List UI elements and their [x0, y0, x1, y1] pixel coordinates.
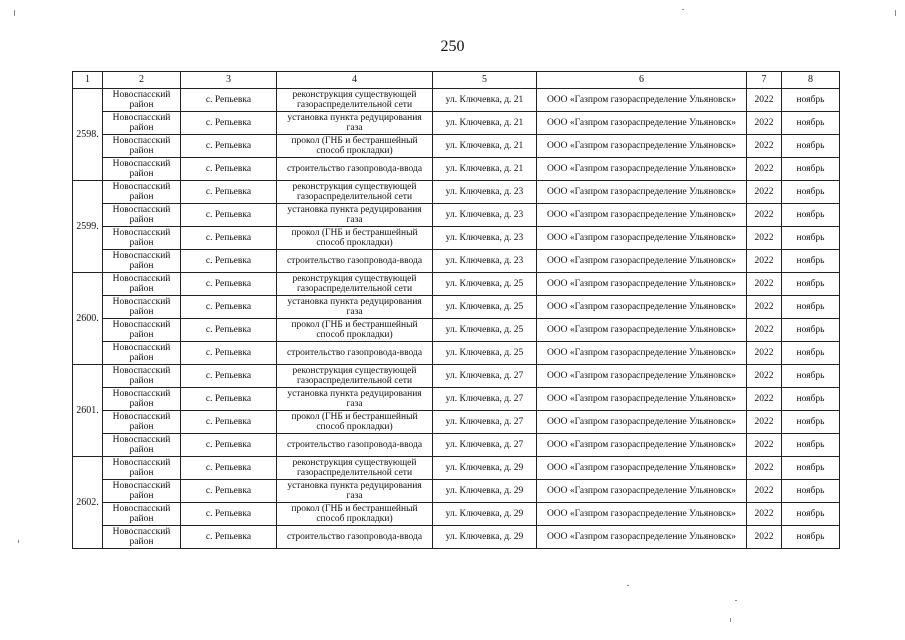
cell-year: 2022 — [747, 273, 782, 296]
cell-month: ноябрь — [782, 181, 840, 204]
cell-year: 2022 — [747, 365, 782, 388]
cell-organization: ООО «Газпром газораспределение Ульяновск» — [537, 434, 747, 457]
cell-settlement: с. Репьевка — [181, 480, 277, 503]
cell-year: 2022 — [747, 181, 782, 204]
cell-settlement: с. Репьевка — [181, 411, 277, 434]
cell-year: 2022 — [747, 319, 782, 342]
cell-address: ул. Ключевка, д. 29 — [433, 526, 537, 549]
cell-district: Новоспасский район — [103, 250, 181, 273]
cell-month: ноябрь — [782, 204, 840, 227]
cell-district: Новоспасский район — [103, 296, 181, 319]
cell-organization: ООО «Газпром газораспределение Ульяновск» — [537, 112, 747, 135]
column-header: 2 — [103, 72, 181, 89]
cell-settlement: с. Репьевка — [181, 181, 277, 204]
cell-address: ул. Ключевка, д. 21 — [433, 135, 537, 158]
scan-speck — [895, 10, 896, 16]
cell-district: Новоспасский район — [103, 365, 181, 388]
cell-year: 2022 — [747, 158, 782, 181]
cell-settlement: с. Репьевка — [181, 365, 277, 388]
cell-district: Новоспасский район — [103, 526, 181, 549]
cell-address: ул. Ключевка, д. 21 — [433, 158, 537, 181]
table-row — [73, 204, 840, 227]
cell-settlement: с. Репьевка — [181, 250, 277, 273]
cell-settlement: с. Репьевка — [181, 388, 277, 411]
cell-settlement: с. Репьевка — [181, 457, 277, 480]
cell-organization: ООО «Газпром газораспределение Ульяновск» — [537, 296, 747, 319]
cell-organization: ООО «Газпром газораспределение Ульяновск» — [537, 457, 747, 480]
column-header: 3 — [181, 72, 277, 89]
cell-organization: ООО «Газпром газораспределение Ульяновск» — [537, 365, 747, 388]
cell-work-type: установка пункта редуцирования газа — [277, 296, 433, 319]
cell-month: ноябрь — [782, 365, 840, 388]
cell-work-type: прокол (ГНБ и бестраншейный способ прокладки) — [277, 135, 433, 158]
cell-settlement: с. Репьевка — [181, 319, 277, 342]
scan-speck — [627, 585, 629, 586]
cell-month: ноябрь — [782, 457, 840, 480]
table-row — [73, 112, 840, 135]
header-row — [73, 72, 840, 89]
cell-organization: ООО «Газпром газораспределение Ульяновск» — [537, 135, 747, 158]
table-row — [73, 365, 840, 388]
scan-speck — [682, 9, 684, 10]
cell-settlement: с. Репьевка — [181, 135, 277, 158]
table-row — [73, 434, 840, 457]
table-body — [73, 89, 840, 549]
cell-organization: ООО «Газпром газораспределение Ульяновск» — [537, 388, 747, 411]
cell-organization: ООО «Газпром газораспределение Ульяновск» — [537, 89, 747, 112]
table-row — [73, 457, 840, 480]
cell-district: Новоспасский район — [103, 434, 181, 457]
cell-district: Новоспасский район — [103, 503, 181, 526]
cell-settlement: с. Репьевка — [181, 273, 277, 296]
cell-organization: ООО «Газпром газораспределение Ульяновск» — [537, 526, 747, 549]
cell-month: ноябрь — [782, 480, 840, 503]
cell-address: ул. Ключевка, д. 25 — [433, 273, 537, 296]
scan-speck — [730, 618, 731, 622]
table-row — [73, 135, 840, 158]
scan-speck — [735, 600, 737, 601]
cell-work-type: установка пункта редуцирования газа — [277, 480, 433, 503]
cell-year: 2022 — [747, 526, 782, 549]
cell-district: Новоспасский район — [103, 181, 181, 204]
cell-year: 2022 — [747, 411, 782, 434]
cell-work-type: установка пункта редуцирования газа — [277, 204, 433, 227]
cell-address: ул. Ключевка, д. 21 — [433, 89, 537, 112]
cell-district: Новоспасский район — [103, 89, 181, 112]
table-row — [73, 158, 840, 181]
cell-work-type: прокол (ГНБ и бестраншейный способ прокладки) — [277, 227, 433, 250]
cell-address: ул. Ключевка, д. 21 — [433, 112, 537, 135]
cell-month: ноябрь — [782, 135, 840, 158]
table-row — [73, 411, 840, 434]
cell-year: 2022 — [747, 457, 782, 480]
cell-entry-number: 2601. — [73, 365, 103, 457]
cell-year: 2022 — [747, 250, 782, 273]
cell-work-type: строительство газопровода-ввода — [277, 250, 433, 273]
cell-month: ноябрь — [782, 227, 840, 250]
cell-district: Новоспасский район — [103, 158, 181, 181]
cell-settlement: с. Репьевка — [181, 503, 277, 526]
table-row — [73, 388, 840, 411]
cell-work-type: прокол (ГНБ и бестраншейный способ прокладки) — [277, 411, 433, 434]
column-header: 1 — [73, 72, 103, 89]
table-row — [73, 250, 840, 273]
cell-district: Новоспасский район — [103, 227, 181, 250]
cell-month: ноябрь — [782, 89, 840, 112]
cell-district: Новоспасский район — [103, 204, 181, 227]
cell-work-type: установка пункта редуцирования газа — [277, 112, 433, 135]
cell-organization: ООО «Газпром газораспределение Ульяновск» — [537, 181, 747, 204]
column-header: 4 — [277, 72, 433, 89]
cell-entry-number: 2598. — [73, 89, 103, 181]
cell-address: ул. Ключевка, д. 27 — [433, 434, 537, 457]
cell-address: ул. Ключевка, д. 29 — [433, 457, 537, 480]
cell-work-type: строительство газопровода-ввода — [277, 158, 433, 181]
cell-year: 2022 — [747, 342, 782, 365]
cell-year: 2022 — [747, 204, 782, 227]
cell-work-type: реконструкция существующей газораспределительной сети — [277, 457, 433, 480]
document-table — [72, 71, 840, 549]
cell-address: ул. Ключевка, д. 29 — [433, 503, 537, 526]
cell-settlement: с. Репьевка — [181, 89, 277, 112]
cell-settlement: с. Репьевка — [181, 342, 277, 365]
cell-month: ноябрь — [782, 319, 840, 342]
cell-month: ноябрь — [782, 388, 840, 411]
cell-work-type: реконструкция существующей газораспределительной сети — [277, 89, 433, 112]
cell-work-type: прокол (ГНБ и бестраншейный способ прокладки) — [277, 319, 433, 342]
table-row — [73, 526, 840, 549]
cell-address: ул. Ключевка, д. 25 — [433, 342, 537, 365]
cell-year: 2022 — [747, 89, 782, 112]
cell-district: Новоспасский район — [103, 411, 181, 434]
cell-work-type: реконструкция существующей газораспределительной сети — [277, 365, 433, 388]
cell-month: ноябрь — [782, 342, 840, 365]
table-row — [73, 503, 840, 526]
cell-address: ул. Ключевка, д. 27 — [433, 411, 537, 434]
cell-organization: ООО «Газпром газораспределение Ульяновск» — [537, 319, 747, 342]
table-row — [73, 181, 840, 204]
cell-settlement: с. Репьевка — [181, 158, 277, 181]
cell-address: ул. Ключевка, д. 27 — [433, 365, 537, 388]
cell-organization: ООО «Газпром газораспределение Ульяновск» — [537, 227, 747, 250]
cell-year: 2022 — [747, 296, 782, 319]
cell-settlement: с. Репьевка — [181, 204, 277, 227]
cell-year: 2022 — [747, 112, 782, 135]
column-header: 8 — [782, 72, 840, 89]
page-number: 250 — [440, 38, 465, 55]
cell-address: ул. Ключевка, д. 25 — [433, 296, 537, 319]
cell-work-type: строительство газопровода-ввода — [277, 342, 433, 365]
table-row — [73, 89, 840, 112]
cell-month: ноябрь — [782, 434, 840, 457]
cell-organization: ООО «Газпром газораспределение Ульяновск» — [537, 273, 747, 296]
cell-address: ул. Ключевка, д. 23 — [433, 181, 537, 204]
cell-district: Новоспасский район — [103, 457, 181, 480]
cell-entry-number: 2600. — [73, 273, 103, 365]
cell-organization: ООО «Газпром газораспределение Ульяновск» — [537, 503, 747, 526]
cell-address: ул. Ключевка, д. 29 — [433, 480, 537, 503]
table-row — [73, 480, 840, 503]
cell-work-type: установка пункта редуцирования газа — [277, 388, 433, 411]
cell-address: ул. Ключевка, д. 23 — [433, 250, 537, 273]
cell-month: ноябрь — [782, 273, 840, 296]
cell-district: Новоспасский район — [103, 388, 181, 411]
cell-organization: ООО «Газпром газораспределение Ульяновск» — [537, 250, 747, 273]
cell-district: Новоспасский район — [103, 135, 181, 158]
cell-address: ул. Ключевка, д. 27 — [433, 388, 537, 411]
cell-work-type: прокол (ГНБ и бестраншейный способ прокладки) — [277, 503, 433, 526]
cell-settlement: с. Репьевка — [181, 112, 277, 135]
cell-settlement: с. Репьевка — [181, 296, 277, 319]
table-row — [73, 342, 840, 365]
cell-settlement: с. Репьевка — [181, 526, 277, 549]
cell-district: Новоспасский район — [103, 342, 181, 365]
cell-month: ноябрь — [782, 250, 840, 273]
cell-district: Новоспасский район — [103, 273, 181, 296]
cell-address: ул. Ключевка, д. 23 — [433, 227, 537, 250]
cell-district: Новоспасский район — [103, 319, 181, 342]
cell-year: 2022 — [747, 227, 782, 250]
scan-speck — [18, 540, 19, 543]
cell-work-type: реконструкция существующей газораспределительной сети — [277, 181, 433, 204]
cell-organization: ООО «Газпром газораспределение Ульяновск» — [537, 480, 747, 503]
cell-month: ноябрь — [782, 503, 840, 526]
table-row — [73, 273, 840, 296]
cell-settlement: с. Репьевка — [181, 434, 277, 457]
cell-year: 2022 — [747, 388, 782, 411]
cell-year: 2022 — [747, 503, 782, 526]
cell-address: ул. Ключевка, д. 23 — [433, 204, 537, 227]
cell-entry-number: 2599. — [73, 181, 103, 273]
cell-work-type: реконструкция существующей газораспределительной сети — [277, 273, 433, 296]
cell-organization: ООО «Газпром газораспределение Ульяновск» — [537, 342, 747, 365]
cell-year: 2022 — [747, 434, 782, 457]
cell-settlement: с. Репьевка — [181, 227, 277, 250]
cell-month: ноябрь — [782, 526, 840, 549]
cell-month: ноябрь — [782, 112, 840, 135]
table-row — [73, 227, 840, 250]
cell-month: ноябрь — [782, 158, 840, 181]
column-header: 6 — [537, 72, 747, 89]
cell-year: 2022 — [747, 480, 782, 503]
cell-organization: ООО «Газпром газораспределение Ульяновск» — [537, 411, 747, 434]
cell-month: ноябрь — [782, 296, 840, 319]
column-header: 5 — [433, 72, 537, 89]
scan-speck — [14, 10, 15, 16]
cell-month: ноябрь — [782, 411, 840, 434]
table-row — [73, 296, 840, 319]
cell-entry-number: 2602. — [73, 457, 103, 549]
cell-work-type: строительство газопровода-ввода — [277, 434, 433, 457]
column-header: 7 — [747, 72, 782, 89]
cell-address: ул. Ключевка, д. 25 — [433, 319, 537, 342]
cell-year: 2022 — [747, 135, 782, 158]
cell-district: Новоспасский район — [103, 112, 181, 135]
cell-work-type: строительство газопровода-ввода — [277, 526, 433, 549]
cell-district: Новоспасский район — [103, 480, 181, 503]
table-row — [73, 319, 840, 342]
cell-organization: ООО «Газпром газораспределение Ульяновск» — [537, 204, 747, 227]
cell-organization: ООО «Газпром газораспределение Ульяновск» — [537, 158, 747, 181]
